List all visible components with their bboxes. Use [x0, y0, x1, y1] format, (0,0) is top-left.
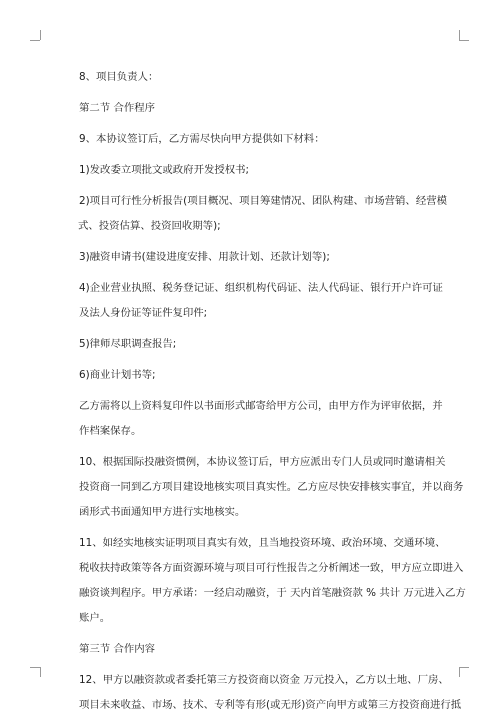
item-11-line-1: 11、如经实地核实证明项目真实有效，且当地投资环境、政治环境、交通环境、: [79, 537, 446, 549]
item-8-project-lead: 8、项目负责人：: [79, 71, 159, 83]
document-body: [78, 68, 466, 713]
material-3: 3)融资申请书(建设进度安排、用款计划、还款计划等);: [79, 251, 330, 263]
item-11-line-4: 账户。: [79, 612, 111, 624]
item-11-line-3: 融资谈判程序。甲方承诺：一经启动融资，于 天内首笔融资款 % 共计 万元进入乙方: [79, 587, 466, 599]
item-10-line-3: 函形式书面通知甲方进行实地核实。: [79, 506, 246, 518]
item-10-line-2: 投资商一同到乙方项目建设地核实项目真实性。乙方应尽快安排核实事宜，并以商务: [79, 481, 464, 493]
material-2-line-1: 2)项目可行性分析报告(项目概况、项目筹建情况、团队构建、市场营销、经营模: [79, 195, 447, 207]
crop-mark-bottom-left: [30, 667, 40, 668]
item-10-line-1: 10、根据国际投融资惯例，本协议签订后，甲方应派出专门人员或同时邀请相关: [79, 456, 446, 468]
section-3-heading: 第三节 合作内容: [79, 643, 156, 655]
material-1: 1)发改委立项批文或政府开发授权书;: [79, 164, 250, 176]
mail-materials-line-2: 作档案保存。: [79, 425, 142, 437]
item-9-materials-intro: 9、本协议签订后，乙方需尽快向甲方提供如下材料：: [79, 133, 325, 145]
crop-mark-top-right-v: [459, 30, 460, 40]
material-2-line-2: 式、投资估算、投资回收期等);: [78, 220, 221, 232]
material-6: 6)商业计划书等;: [79, 369, 156, 381]
item-12-line-2: 项目未来收益、市场、技术、专利等有形(或无形)资产向甲方或第三方投资商进行抵: [79, 699, 462, 711]
item-11-line-2: 税收扶持政策等各方面资源环境与项目可行性报告之分析阐述一致，甲方应立即进入: [79, 562, 464, 574]
mail-materials-line-1: 乙方需将以上资料复印件以书面形式邮寄给甲方公司，由甲方作为评审依据，并: [79, 400, 443, 412]
material-4-line-1: 4)企业营业执照、税务登记证、组织机构代码证、法人代码证、银行开户许可证: [79, 282, 443, 294]
crop-mark-top-left-v: [40, 30, 41, 40]
material-5: 5)律师尽职调查报告;: [79, 338, 177, 350]
crop-mark-top-right: [459, 40, 469, 41]
section-2-heading: 第二节 合作程序: [79, 102, 156, 114]
crop-mark-bottom-right-v: [459, 667, 460, 677]
crop-mark-bottom-right: [459, 667, 469, 668]
crop-mark-top-left: [30, 40, 40, 41]
material-4-line-2: 及法人身份证等证件复印件;: [79, 307, 208, 319]
item-12-line-1: 12、甲方以融资款或者委托第三方投资商以资金 万元投入，乙方以土地、厂房、: [79, 674, 449, 686]
crop-mark-bottom-left-v: [40, 667, 41, 677]
